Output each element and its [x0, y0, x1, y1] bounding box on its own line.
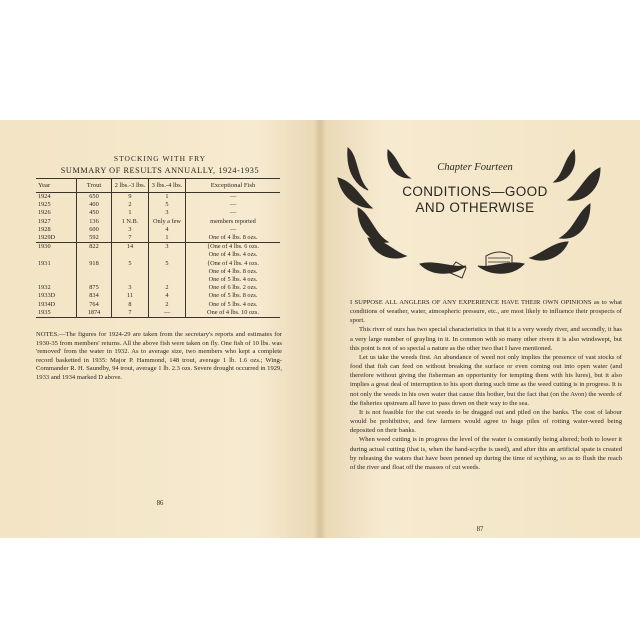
- page-number-left: 86: [156, 500, 164, 507]
- chapter-title-line-1: CONDITIONS—GOOD: [402, 184, 548, 199]
- table-cell: 1925: [38, 201, 51, 209]
- table-cell: {One of 4 lbs. 4 ozs.: [186, 260, 281, 268]
- table-cell: —: [149, 309, 186, 318]
- table-row: [36, 251, 280, 259]
- table-row: [36, 243, 280, 252]
- stocking-table: [36, 178, 280, 318]
- table-cell: [149, 276, 186, 284]
- table-cell: 918: [77, 260, 112, 268]
- column-header: Exceptional Fish: [186, 179, 281, 193]
- table-cell: One of 5 lbs. 4 ozs.: [186, 301, 281, 309]
- table-cell: 3: [149, 209, 186, 217]
- table-cell: [149, 251, 186, 259]
- table-cell: 1934D: [38, 300, 56, 308]
- table-cell: —: [186, 193, 281, 202]
- table-row: [36, 226, 280, 234]
- paragraph: Let us take the weeds first. An abundance of weed not only implies the presence of vast stocks of food that fish can feed on without breaking the surface or even coming out into open water (and therefore without giving the fisherman an opportunity for tempting them with his lures), but it also implies a great deal of interruption to his sport during such time as the weed cutting is in progress. It is not only the weeds in his own water that cause this bother, but the fact that (on the Avon) the weeds of the fisheries upstream all have to pass down on their way to the sea.: [350, 353, 622, 407]
- table-cell: 3: [149, 243, 186, 252]
- table-cell: 2: [149, 284, 186, 292]
- table-cell: 136: [77, 218, 112, 226]
- table-cell: 5: [149, 260, 186, 268]
- paragraph: It is not feasible for the cut weeds to be dragged out and piled on the banks. The cost of labour would be prohibitive, and few farmers would agree to huge piles of rotting water-weed being deposited on their banks.: [350, 408, 622, 435]
- table-cell: Only a few: [149, 218, 186, 226]
- open-book: [0, 120, 640, 538]
- table-cell: 2: [149, 301, 186, 309]
- table-cell: {One of 4 lbs. 6 ozs.: [186, 243, 281, 252]
- table-cell: 400: [77, 201, 112, 209]
- table-cell: 600: [77, 226, 112, 234]
- table-cell: members reported: [186, 218, 281, 226]
- table-row: [36, 209, 280, 217]
- table-cell: 450: [77, 209, 112, 217]
- table-cell: 1935: [36, 309, 77, 318]
- paragraph: When weed cutting is in progress the level of the water is constantly being altered; both to lower it during actual cutting (that is, when the hand-scythe is used), and after this an artificial spate is created by releasing the waters that have been penned up during the time of scything, so as to flush the reach of the river and float off the masses of cut weeds.: [350, 436, 622, 471]
- chapter-body: [350, 298, 622, 472]
- table-cell: [112, 276, 149, 284]
- table-row: [36, 301, 280, 309]
- table-body: [36, 193, 280, 318]
- table-cell: 592: [77, 234, 112, 243]
- table-cell: 1931: [38, 259, 51, 267]
- table-row: [36, 309, 280, 318]
- table-cell: 1932: [38, 284, 51, 292]
- table-cell: 1928: [38, 225, 51, 233]
- table-cell: 4: [149, 292, 186, 300]
- table-cell: [77, 251, 112, 259]
- table-row: [36, 201, 280, 209]
- page-heading: STOCKING WITH FRY: [113, 154, 207, 163]
- table-cell: [112, 251, 149, 259]
- chapter-title: [380, 184, 570, 216]
- table-cell: 5: [112, 260, 149, 268]
- table-cell: 822: [77, 243, 112, 252]
- table-cell: 11: [112, 292, 149, 300]
- table-cell: 1874: [77, 309, 112, 318]
- table-cell: One of 4 lbs. 4 ozs.: [186, 251, 281, 259]
- chapter-title-line-2: AND OTHERWISE: [415, 200, 535, 215]
- table-cell: 764: [77, 301, 112, 309]
- table-cell: 3: [112, 226, 149, 234]
- table-cell: [77, 268, 112, 276]
- left-page: [0, 120, 320, 538]
- table-cell: One of 5 lbs. 8 ozs.: [186, 292, 281, 300]
- table-row: [36, 276, 280, 284]
- table-cell: —: [186, 226, 281, 234]
- table-cell: 875: [77, 284, 112, 292]
- table-cell: 1927: [38, 217, 51, 225]
- table-cell: 1: [112, 209, 149, 217]
- table-cell: 7: [112, 309, 149, 318]
- table-row: [36, 260, 280, 268]
- table-cell: One of 4 lbs. 8 ozs.: [186, 268, 281, 276]
- table-cell: 1926: [38, 209, 51, 217]
- paragraph: I SUPPOSE ALL ANGLERS OF ANY EXPERIENCE HAVE THEIR OWN OPINIONS as to what conditions of weather, water, atmospheric pressure, etc., are most likely to influence their prospects of sport.: [350, 299, 622, 325]
- table-cell: 9: [112, 193, 149, 202]
- table-cell: [112, 268, 149, 276]
- table-row: [36, 284, 280, 292]
- column-header: 2 lbs.-3 lbs.: [112, 179, 149, 193]
- table-cell: [36, 276, 77, 284]
- table-cell: [77, 276, 112, 284]
- table-cell: 14: [112, 243, 149, 252]
- table-cell: [36, 251, 77, 259]
- table-cell: —: [186, 201, 281, 209]
- table-cell: [36, 268, 77, 276]
- table-cell: One of 5 lbs. 4 ozs.: [186, 276, 281, 284]
- table-header-row: [36, 179, 280, 193]
- table-title: SUMMARY OF RESULTS ANNUALLY, 1924-1935: [60, 166, 260, 175]
- table-cell: 7: [112, 234, 149, 243]
- table-cell: 5: [149, 201, 186, 209]
- table-row: [36, 234, 280, 243]
- table-row: [36, 292, 280, 300]
- table-cell: 834: [77, 292, 112, 300]
- table-cell: 1 N.B.: [112, 218, 149, 226]
- column-header: Year: [36, 179, 77, 193]
- table-notes: NOTES.—The figures for 1924-29 are taken from the secretary's reports and estimates for 1930-35 from members' returns. All the above fish were taken on fly. One fish of 10 lbs. was 'removed' from the water in 1932. As to average size, two members who kept a complete record basketted in 1935: Major P. Hammond, 148 trout, average 1 lb. 1.6 ozs.; Wing-Commander R. H. Saundby, 94 trout, average 1 lb. 2.3 ozs. Severe drought occurred in 1929, 1933 and 1934 marked D above.: [36, 331, 282, 381]
- right-page: [320, 120, 640, 538]
- table-cell: 1929D: [38, 234, 56, 242]
- column-header: 3 lbs.-4 lbs.: [149, 179, 186, 193]
- table-cell: 2: [112, 201, 149, 209]
- table-cell: —: [186, 209, 281, 217]
- table-cell: One of 4 lbs. 8 ozs.: [186, 234, 281, 243]
- table-cell: 1924: [38, 193, 51, 200]
- page-number-right: 87: [476, 526, 484, 533]
- table-cell: One of 6 lbs. 2 ozs.: [186, 284, 281, 292]
- table-row: [36, 268, 280, 276]
- table-cell: [149, 268, 186, 276]
- chapter-label: Chapter Fourteen: [437, 162, 513, 173]
- table-cell: 1: [149, 193, 186, 202]
- table-cell: 1930: [36, 243, 77, 252]
- table-row: [36, 218, 280, 226]
- table-cell: One of 4 lbs. 10 ozs.: [186, 309, 281, 318]
- table-cell: 3: [112, 284, 149, 292]
- table-cell: 8: [112, 301, 149, 309]
- table-cell: 1: [149, 234, 186, 243]
- paragraph: This river of ours has two special characteristics in that it is a very weedy river, and secondly, it has a very large number of grayling in it. In common with so many other rivers it is also windswept, but this point is not of so special a nature as the other two that I have mentioned.: [350, 326, 622, 352]
- table-cell: 4: [149, 226, 186, 234]
- table-cell: 1933D: [38, 292, 56, 300]
- table-cell: 650: [77, 193, 112, 202]
- table-row: [36, 193, 280, 202]
- column-header: Trout: [77, 179, 112, 193]
